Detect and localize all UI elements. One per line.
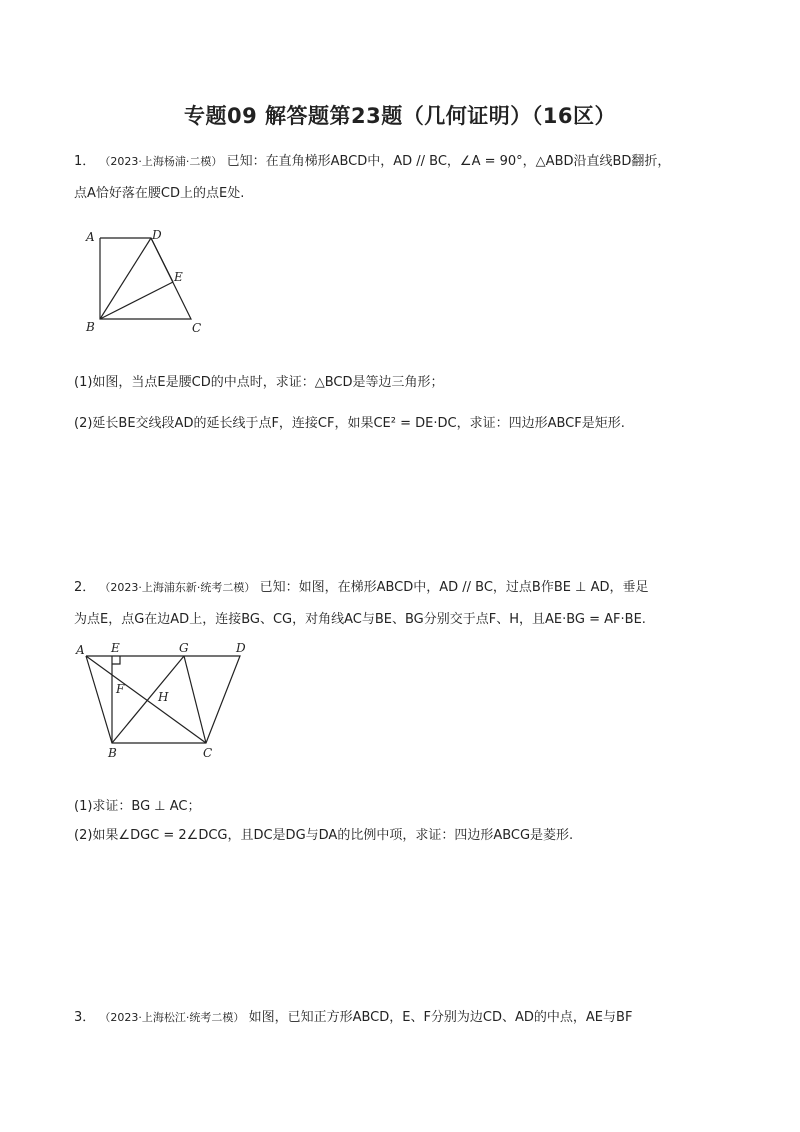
problem-2-number: 2． bbox=[74, 580, 96, 595]
problem-2-line-2: 为点E，点G在边AD上，连接BG、CG，对角线AC与BE、BG分别交于点F、H，且AE·BG = AF·BE. bbox=[74, 612, 646, 627]
fig1-label-b: B bbox=[86, 320, 95, 334]
fig2-label-e: E bbox=[111, 641, 120, 655]
fig1-label-a: A bbox=[86, 230, 95, 244]
page-title: 专题09 解答题第23题（几何证明）（16区） bbox=[184, 104, 616, 128]
problem-2-text-1: 已知：如图，在梯形ABCD中，AD // BC，过点B作BE ⊥ AD，垂足 bbox=[259, 580, 649, 595]
problem-3-text-1: 如图，已知正方形ABCD，E、F分别为边CD、AD的中点，AE与BF bbox=[248, 1010, 633, 1025]
problem-1-figure bbox=[80, 225, 210, 340]
fig2-label-b: B bbox=[108, 746, 117, 760]
fig2-label-g: G bbox=[179, 641, 189, 655]
problem-2-question-2: (2)如果∠DGC = 2∠DCG，且DC是DG与DA的比例中项，求证：四边形ABCG是菱形. bbox=[74, 828, 574, 843]
problem-3-line-1 bbox=[74, 1008, 734, 1028]
fig2-label-h: H bbox=[158, 690, 169, 704]
problem-1-number: 1． bbox=[74, 154, 96, 169]
segment-de bbox=[151, 238, 173, 282]
problem-1-question-2: (2)延长BE交线段AD的延长线于点F，连接CF，如果CE² = DE·DC，求证：四边形ABCF是矩形. bbox=[74, 416, 625, 431]
problem-1-source: （2023·上海杨浦·二模） bbox=[99, 155, 223, 168]
diagonal-ac bbox=[86, 656, 206, 743]
problem-1-line-1 bbox=[74, 152, 734, 172]
problem-2-source: （2023·上海浦东新·统考二模） bbox=[99, 581, 256, 594]
fig2-label-f: F bbox=[116, 682, 125, 696]
segment-bd bbox=[100, 238, 151, 319]
fig1-label-c: C bbox=[192, 321, 202, 335]
problem-2-line-1 bbox=[74, 578, 734, 598]
fig1-label-d: D bbox=[152, 228, 162, 242]
fig2-label-c: C bbox=[203, 746, 213, 760]
right-angle-mark bbox=[112, 656, 120, 664]
fig1-label-e: E bbox=[174, 270, 183, 284]
problem-2-figure bbox=[74, 640, 264, 765]
problem-3-source: （2023·上海松江·统考二模） bbox=[99, 1011, 245, 1024]
fig2-label-d: D bbox=[236, 641, 246, 655]
problem-1-line-2: 点A恰好落在腰CD上的点E处. bbox=[74, 186, 245, 201]
segment-bg bbox=[112, 656, 184, 743]
problem-1-text-1: 已知：在直角梯形ABCD中，AD // BC，∠A = 90°，△ABD沿直线BD翻折， bbox=[226, 154, 671, 169]
problem-1-question-1: (1)如图，当点E是腰CD的中点时，求证：△BCD是等边三角形； bbox=[74, 375, 444, 390]
problem-3-number: 3． bbox=[74, 1010, 96, 1025]
fig2-label-a: A bbox=[76, 643, 85, 657]
problem-2-question-1: (1)求证：BG ⊥ AC； bbox=[74, 799, 201, 814]
